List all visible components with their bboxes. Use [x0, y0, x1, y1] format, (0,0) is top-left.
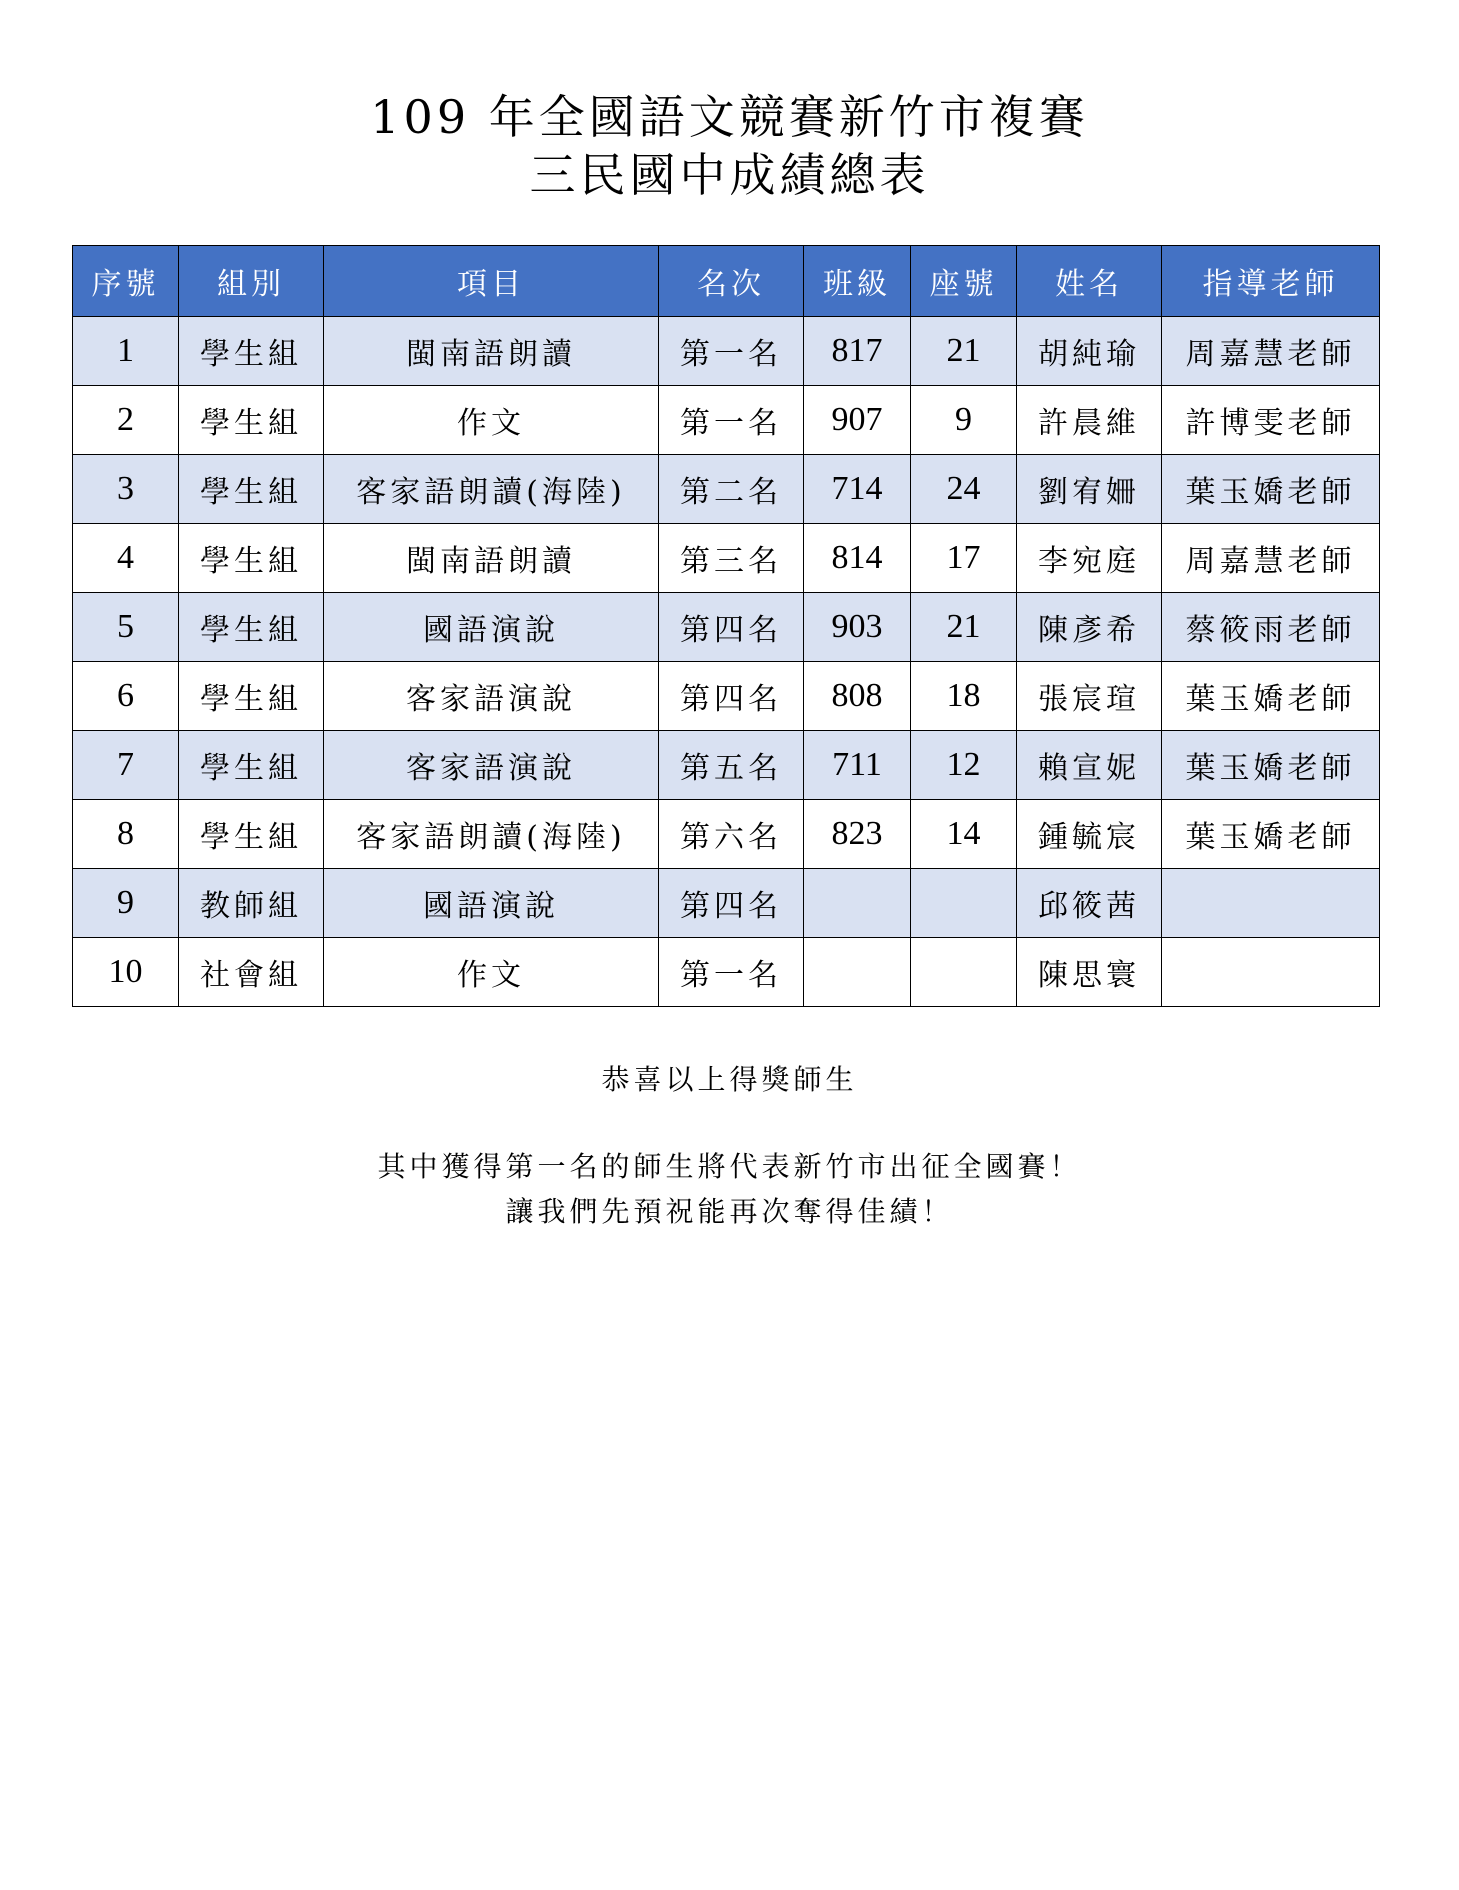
cell-seat — [911, 938, 1017, 1007]
cell-name: 鍾毓宸 — [1017, 800, 1162, 869]
header-seat: 座號 — [911, 246, 1017, 317]
cell-rank: 第一名 — [659, 317, 804, 386]
cell-name: 陳彥希 — [1017, 593, 1162, 662]
table-row — [73, 593, 1380, 662]
cell-seat: 12 — [911, 731, 1017, 800]
cell-seat: 17 — [911, 524, 1017, 593]
cell-advisor: 許博雯老師 — [1162, 386, 1380, 455]
cell-rank: 第三名 — [659, 524, 804, 593]
table-row — [73, 524, 1380, 593]
cell-event: 客家語演說 — [324, 731, 659, 800]
cell-group: 學生組 — [179, 731, 324, 800]
cell-name: 胡純瑜 — [1017, 317, 1162, 386]
cell-rank: 第一名 — [659, 938, 804, 1007]
table-row — [73, 662, 1380, 731]
cell-index: 8 — [73, 800, 179, 869]
cell-index: 7 — [73, 731, 179, 800]
cell-advisor: 葉玉嬌老師 — [1162, 662, 1380, 731]
cell-index: 10 — [73, 938, 179, 1007]
results-table — [72, 245, 1380, 1007]
cell-group: 學生組 — [179, 800, 324, 869]
cell-group: 學生組 — [179, 662, 324, 731]
table-row — [73, 800, 1380, 869]
cell-seat: 14 — [911, 800, 1017, 869]
cell-class: 808 — [804, 662, 911, 731]
cell-index: 4 — [73, 524, 179, 593]
cell-event: 作文 — [324, 938, 659, 1007]
cell-advisor: 葉玉嬌老師 — [1162, 800, 1380, 869]
title-line-school: 三民國中成績總表 — [529, 148, 930, 202]
representation-text: 其中獲得第一名的師生將代表新竹市出征全國賽！ — [377, 1150, 1082, 1183]
cell-seat — [911, 869, 1017, 938]
cell-event: 閩南語朗讀 — [324, 524, 659, 593]
cell-class: 823 — [804, 800, 911, 869]
cell-advisor: 葉玉嬌老師 — [1162, 455, 1380, 524]
congratulations-text: 恭喜以上得獎師生 — [601, 1063, 858, 1096]
cell-rank: 第六名 — [659, 800, 804, 869]
cell-group: 學生組 — [179, 455, 324, 524]
cell-advisor: 葉玉嬌老師 — [1162, 731, 1380, 800]
cell-seat: 9 — [911, 386, 1017, 455]
cell-group: 學生組 — [179, 524, 324, 593]
header-class: 班級 — [804, 246, 911, 317]
cell-rank: 第四名 — [659, 593, 804, 662]
cell-group: 學生組 — [179, 317, 324, 386]
cell-name: 劉宥姍 — [1017, 455, 1162, 524]
cell-index: 3 — [73, 455, 179, 524]
header-group: 組別 — [179, 246, 324, 317]
cell-event: 客家語演說 — [324, 662, 659, 731]
cell-event: 客家語朗讀(海陸) — [324, 455, 659, 524]
cell-name: 陳思寰 — [1017, 938, 1162, 1007]
cell-seat: 21 — [911, 593, 1017, 662]
table-header-row — [73, 246, 1380, 317]
cell-index: 2 — [73, 386, 179, 455]
table-row — [73, 455, 1380, 524]
cell-class: 907 — [804, 386, 911, 455]
cell-event: 客家語朗讀(海陸) — [324, 800, 659, 869]
cell-advisor: 蔡筱雨老師 — [1162, 593, 1380, 662]
well-wishes-text: 讓我們先預祝能再次奪得佳績！ — [505, 1195, 954, 1228]
cell-advisor: 周嘉慧老師 — [1162, 317, 1380, 386]
cell-class: 817 — [804, 317, 911, 386]
cell-index: 1 — [73, 317, 179, 386]
cell-name: 邱筱茜 — [1017, 869, 1162, 938]
title-line-competition: 109 年全國語文競賽新竹市複賽 — [370, 90, 1089, 144]
cell-class — [804, 938, 911, 1007]
cell-rank: 第二名 — [659, 455, 804, 524]
header-name: 姓名 — [1017, 246, 1162, 317]
document-title — [0, 88, 1459, 204]
table-row — [73, 317, 1380, 386]
cell-group: 教師組 — [179, 869, 324, 938]
cell-name: 李宛庭 — [1017, 524, 1162, 593]
cell-event: 國語演說 — [324, 593, 659, 662]
cell-index: 5 — [73, 593, 179, 662]
table-row — [73, 869, 1380, 938]
header-event: 項目 — [324, 246, 659, 317]
cell-class — [804, 869, 911, 938]
cell-group: 社會組 — [179, 938, 324, 1007]
cell-rank: 第一名 — [659, 386, 804, 455]
cell-event: 國語演說 — [324, 869, 659, 938]
cell-class: 814 — [804, 524, 911, 593]
cell-name: 張宸瑄 — [1017, 662, 1162, 731]
cell-name: 賴宣妮 — [1017, 731, 1162, 800]
cell-event: 閩南語朗讀 — [324, 317, 659, 386]
header-index: 序號 — [73, 246, 179, 317]
cell-rank: 第四名 — [659, 662, 804, 731]
cell-group: 學生組 — [179, 593, 324, 662]
table-row — [73, 386, 1380, 455]
cell-class: 903 — [804, 593, 911, 662]
cell-seat: 18 — [911, 662, 1017, 731]
table-row — [73, 938, 1380, 1007]
cell-rank: 第五名 — [659, 731, 804, 800]
cell-index: 6 — [73, 662, 179, 731]
cell-rank: 第四名 — [659, 869, 804, 938]
cell-index: 9 — [73, 869, 179, 938]
cell-seat: 21 — [911, 317, 1017, 386]
cell-advisor: 周嘉慧老師 — [1162, 524, 1380, 593]
table-row — [73, 731, 1380, 800]
cell-class: 711 — [804, 731, 911, 800]
cell-event: 作文 — [324, 386, 659, 455]
cell-group: 學生組 — [179, 386, 324, 455]
cell-name: 許晨維 — [1017, 386, 1162, 455]
cell-advisor — [1162, 869, 1380, 938]
header-rank: 名次 — [659, 246, 804, 317]
cell-advisor — [1162, 938, 1380, 1007]
cell-seat: 24 — [911, 455, 1017, 524]
header-advisor: 指導老師 — [1162, 246, 1380, 317]
cell-class: 714 — [804, 455, 911, 524]
